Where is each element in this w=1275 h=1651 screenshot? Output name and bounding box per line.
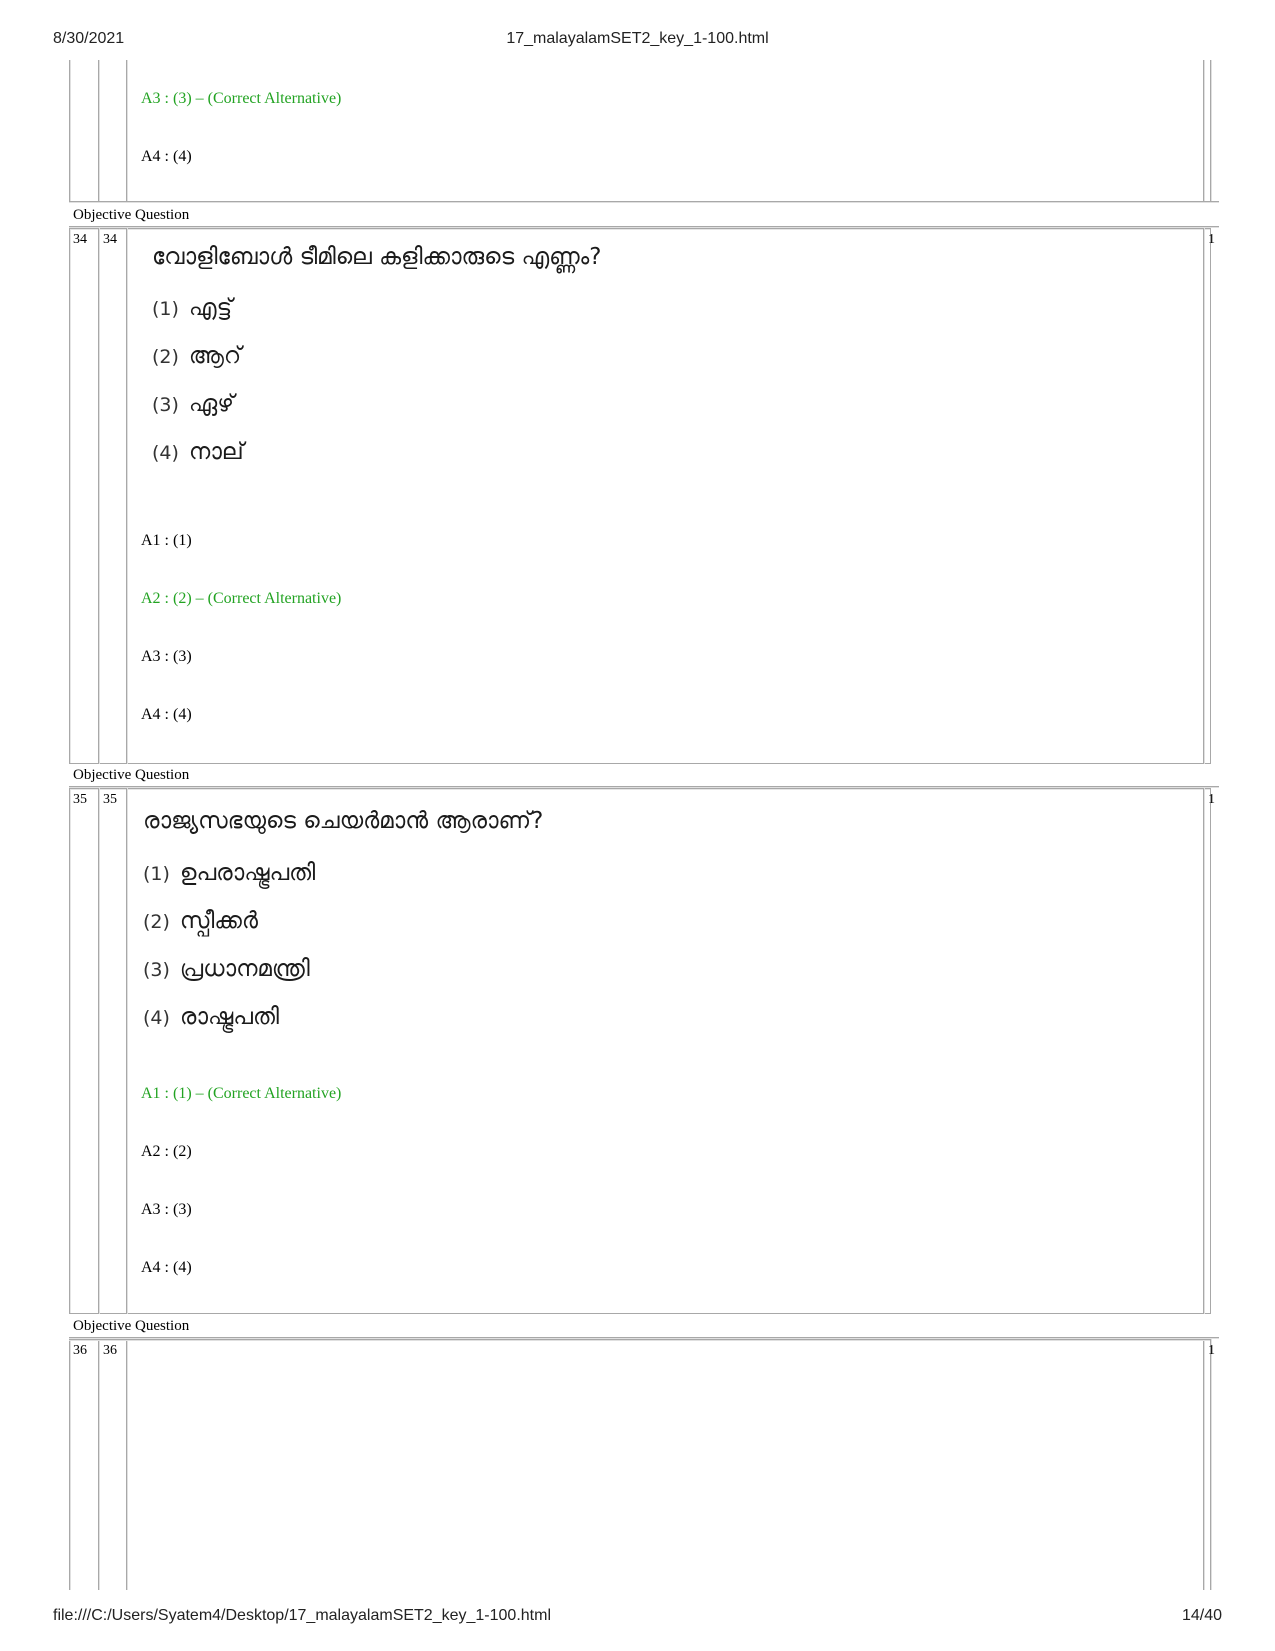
- answer-option: A4 : (4): [141, 148, 192, 165]
- answer-option: A4 : (4): [141, 706, 192, 723]
- question-option: (4) നാല്: [152, 439, 244, 465]
- question-number: 35: [103, 792, 117, 807]
- question-number: 36: [103, 1343, 117, 1358]
- section-label: Objective Question: [73, 1318, 190, 1334]
- question-option: (4) രാഷ്ട്രപതി: [143, 1004, 279, 1030]
- question-option: (2) ആറ്: [152, 343, 242, 369]
- question-number: 34: [103, 232, 117, 247]
- answer-option: A2 : (2): [141, 1143, 192, 1160]
- marks: 1: [1208, 1343, 1215, 1358]
- section-label: Objective Question: [73, 767, 190, 783]
- question-option: (3) ഏഴ്: [152, 391, 235, 417]
- print-date: 8/30/2021: [53, 30, 125, 47]
- answer-option: A1 : (1) – (Correct Alternative): [141, 1085, 342, 1102]
- serial-number: 35: [73, 792, 87, 807]
- answer-option: A1 : (1): [141, 532, 192, 549]
- file-path: file:///C:/Users/Syatem4/Desktop/17_malayalamSET2_key_1-100.html: [53, 1607, 551, 1624]
- page-number: 14/40: [1181, 1607, 1222, 1624]
- marks: 1: [1208, 232, 1215, 247]
- question-option: (3) പ്രധാനമന്ത്രി: [143, 956, 310, 982]
- question-option: (1) ഉപരാഷ്ട്രപതി: [143, 860, 316, 886]
- document-title: 17_malayalamSET2_key_1-100.html: [506, 30, 769, 47]
- question-text: രാജ്യസഭയുടെ ചെയർമാൻ ആരാണ്?: [143, 808, 544, 834]
- serial-number: 36: [73, 1343, 87, 1358]
- question-option: (1) എട്ട്: [152, 295, 233, 321]
- answer-option: A3 : (3): [141, 1201, 192, 1218]
- answer-option: A3 : (3) – (Correct Alternative): [141, 90, 342, 107]
- section-label: Objective Question: [73, 207, 190, 223]
- answer-option: A4 : (4): [141, 1259, 192, 1276]
- marks: 1: [1208, 792, 1215, 807]
- answer-option: A3 : (3): [141, 648, 192, 665]
- answer-option: A2 : (2) – (Correct Alternative): [141, 590, 342, 607]
- serial-number: 34: [73, 232, 87, 247]
- question-text: വോളിബോൾ ടീമിലെ കളിക്കാരുടെ എണ്ണം?: [152, 244, 602, 270]
- question-option: (2) സ്പീക്കർ: [143, 908, 258, 934]
